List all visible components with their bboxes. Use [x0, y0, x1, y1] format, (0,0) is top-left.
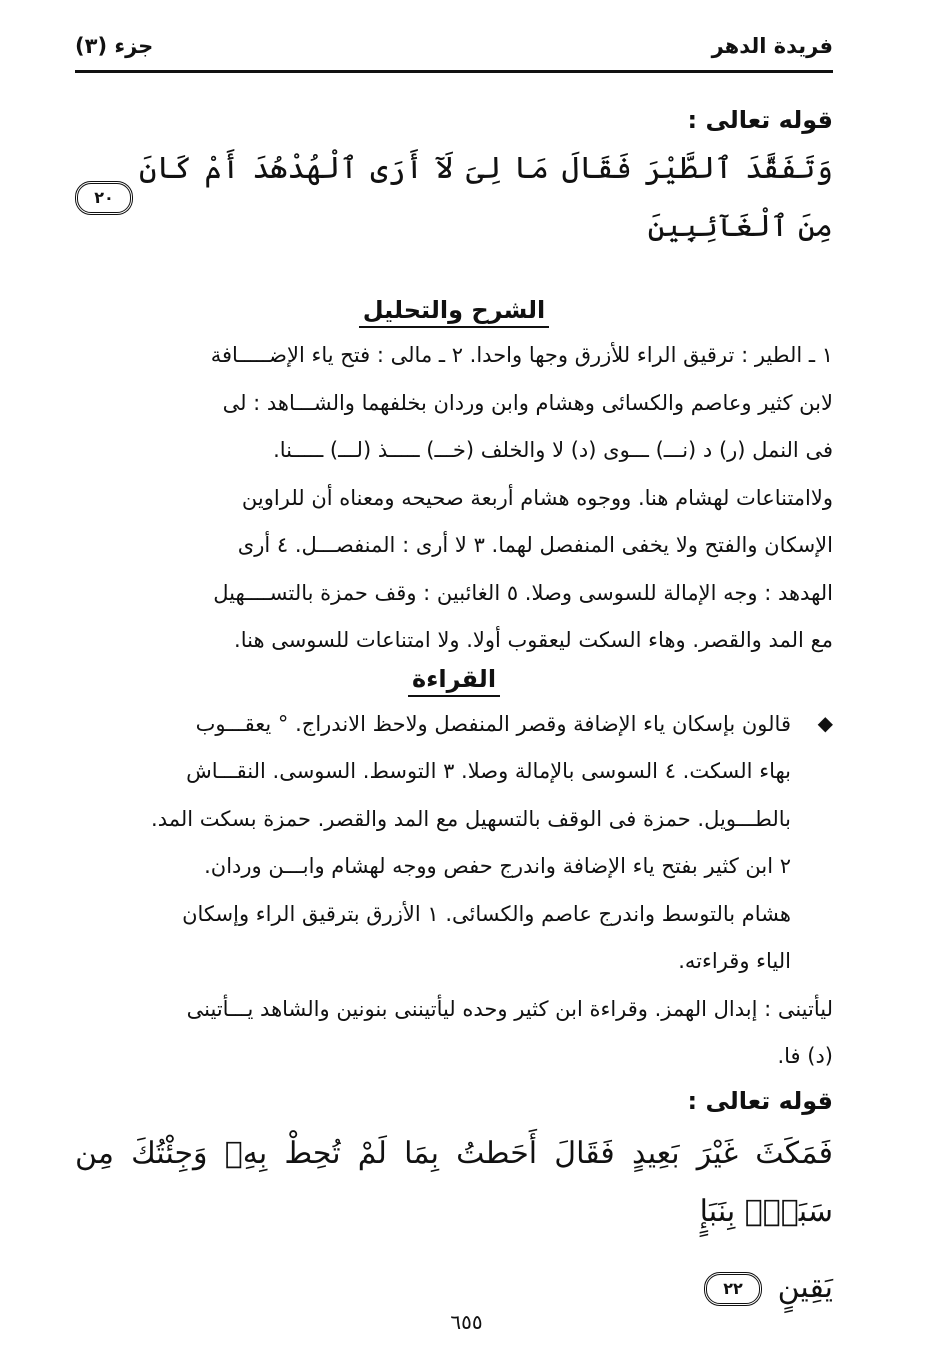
- reading-line: قالون بإسكان ياء الإضافة وقصر المنفصل ولاحظ الاندراج. ° يعقـــوب: [195, 711, 791, 736]
- book-title: فريدة الدهر: [711, 34, 833, 58]
- section-heading-analysis: [75, 296, 833, 328]
- verse-line: [75, 140, 833, 256]
- reading-paragraph: [75, 701, 833, 986]
- ayah-number-marker: ٢٢: [704, 1272, 762, 1306]
- analysis-line: فى النمل (ر) د (نـــ) ـــوى (د) لا والخلف (خـــ) ـــــذ (لـــ) ـــــنا.: [273, 438, 833, 462]
- reading-note: [75, 986, 833, 1081]
- ayah-number-marker: ٢٠: [75, 181, 133, 215]
- analysis-paragraph: [75, 332, 833, 665]
- reading-line: بهاء السكت. ٤ السوسى بالإمالة وصلا. ٣ التوسط. السوسى. النقـــاش: [186, 759, 791, 783]
- analysis-line: مع المد والقصر. وهاء السكت ليعقوب أولا. ولا امتناعات للسوسى هنا.: [234, 628, 833, 652]
- diamond-bullet-icon: ◆: [817, 710, 833, 735]
- analysis-line: الهدهد : وجه الإمالة للسوسى وصلا. ٥ الغائبين : وقف حمزة بالتســــهيل: [213, 580, 833, 605]
- quran-verse-text: فَمَكَثَ غَيْرَ بَعِيدٍ فَقَالَ أَحَطتُ بِمَا لَمْ تُحِطْ بِهِۦ وَجِئْتُكَ مِن سَبَإٍۭ بِنَبَإٍ: [75, 1135, 833, 1229]
- reading-line: الياء وقراءته.: [678, 949, 791, 973]
- quran-verse-text: وَتَفَقَّدَ ٱلطَّيْرَ فَقَالَ مَا لِىَ لَآ أَرَى ٱلْهُدْهُدَ أَمْ كَانَ مِنَ ٱلْغَآئِبِينَ: [139, 151, 833, 244]
- section-heading-reading: [75, 665, 833, 697]
- page-header: [75, 32, 833, 68]
- reading-note-line: ليأتينى : إبدال الهمز. وقراءة ابن كثير وحده ليأتيننى بنونين والشاهد يـــأتينى: [186, 996, 833, 1021]
- page-number: ٦٥٥: [450, 1310, 483, 1334]
- reading-note-line: (د) فا.: [777, 1044, 833, 1068]
- reading-heading-text: القراءة: [408, 665, 500, 697]
- analysis-line: ١ ـ الطير : ترقيق الراء للأزرق وجها واحدا. ٢ ـ مالى : فتح ياء الإضـــــافة: [210, 343, 833, 367]
- analysis-line: لابن كثير وعاصم والكسائى وهشام وابن وردان بخلفهما والشـــاهد : لى: [222, 390, 833, 415]
- reading-line: ٢ ابن كثير بفتح ياء الإضافة واندرج حفص ووجه لهشام وابـــن وردان.: [204, 854, 791, 878]
- verse-continuation-line: [75, 1259, 833, 1317]
- quran-verse-text: يَقِينٍ: [777, 1269, 833, 1305]
- reading-line: هشام بالتوسط واندرج عاصم والكسائى. ١ الأزرق بترقيق الراء وإسكان: [182, 901, 791, 926]
- page-body: [75, 100, 833, 1317]
- analysis-heading-text: الشرح والتحليل: [359, 296, 550, 328]
- verse-intro-label: قوله تعالى :: [687, 1086, 833, 1115]
- part-number: جزء (٣): [75, 34, 154, 58]
- header-rule: [75, 70, 833, 73]
- verse-intro-label: قوله تعالى :: [687, 106, 833, 134]
- reading-line: بالطـــويل. حمزة فى الوقف بالتسهيل مع المد والقصر. حمزة بسكت المد.: [151, 806, 791, 831]
- analysis-line: الإسكان والفتح ولا يخفى المنفصل لهما. ٣ لا أرى : المنفصـــل. ٤ أرى: [237, 533, 833, 557]
- analysis-line: ولاامتناعات لهشام هنا. ووجوه هشام أربعة صحيحه ومعناه أن للراوين: [241, 485, 833, 510]
